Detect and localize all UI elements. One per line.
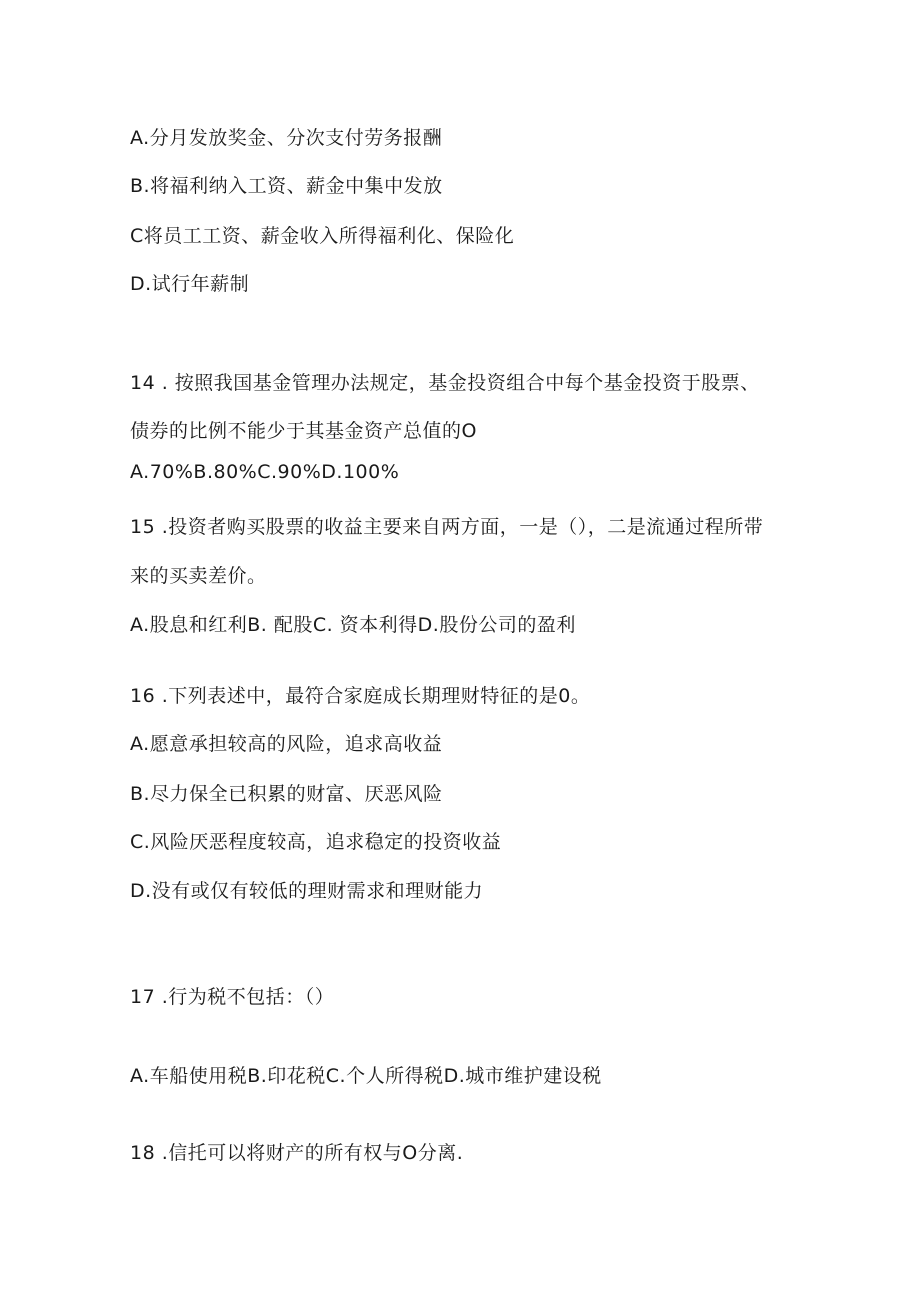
q16-option-c: C.风险厌恶程度较高，追求稳定的投资收益 bbox=[130, 831, 502, 853]
q18-stem: 18 .信托可以将财产的所有权与O分离. bbox=[130, 1142, 464, 1164]
q15-options: A.股息和红利B. 配股C. 资本利得D.股份公司的盈利 bbox=[130, 614, 576, 636]
q15-stem-line1: 15 .投资者购买股票的收益主要来自两方面，一是（），二是流通过程所带 bbox=[130, 516, 764, 538]
q14-stem-line2: 债券的比例不能少于其基金资产总值的O bbox=[130, 420, 477, 442]
q17-options: A.车船使用税B.印花税C.个人所得税D.城市维护建设税 bbox=[130, 1065, 602, 1087]
q13-option-c: C将员工工资、薪金收入所得福利化、保险化 bbox=[130, 225, 515, 247]
q14-options: A.70%B.80%C.90%D.100% bbox=[130, 461, 400, 483]
q13-option-d: D.试行年薪制 bbox=[130, 273, 250, 295]
q15-stem-line2: 来的买卖差价。 bbox=[130, 565, 267, 587]
q17-stem: 17 .行为税不包括：（） bbox=[130, 986, 335, 1008]
q16-option-a: A.愿意承担较高的风险，追求高收益 bbox=[130, 733, 443, 755]
q16-option-d: D.没有或仅有较低的理财需求和理财能力 bbox=[130, 880, 484, 902]
q13-option-b: B.将福利纳入工资、薪金中集中发放 bbox=[130, 175, 443, 197]
q16-stem: 16 .下列表述中，最符合家庭成长期理财特征的是0。 bbox=[130, 685, 591, 707]
q16-option-b: B.尽力保全已积累的财富、厌恶风险 bbox=[130, 783, 443, 805]
q13-option-a: A.分月发放奖金、分次支付劳务报酬 bbox=[130, 127, 443, 149]
q14-stem-line1: 14 . 按照我国基金管理办法规定，基金投资组合中每个基金投资于股票、 bbox=[130, 372, 760, 394]
